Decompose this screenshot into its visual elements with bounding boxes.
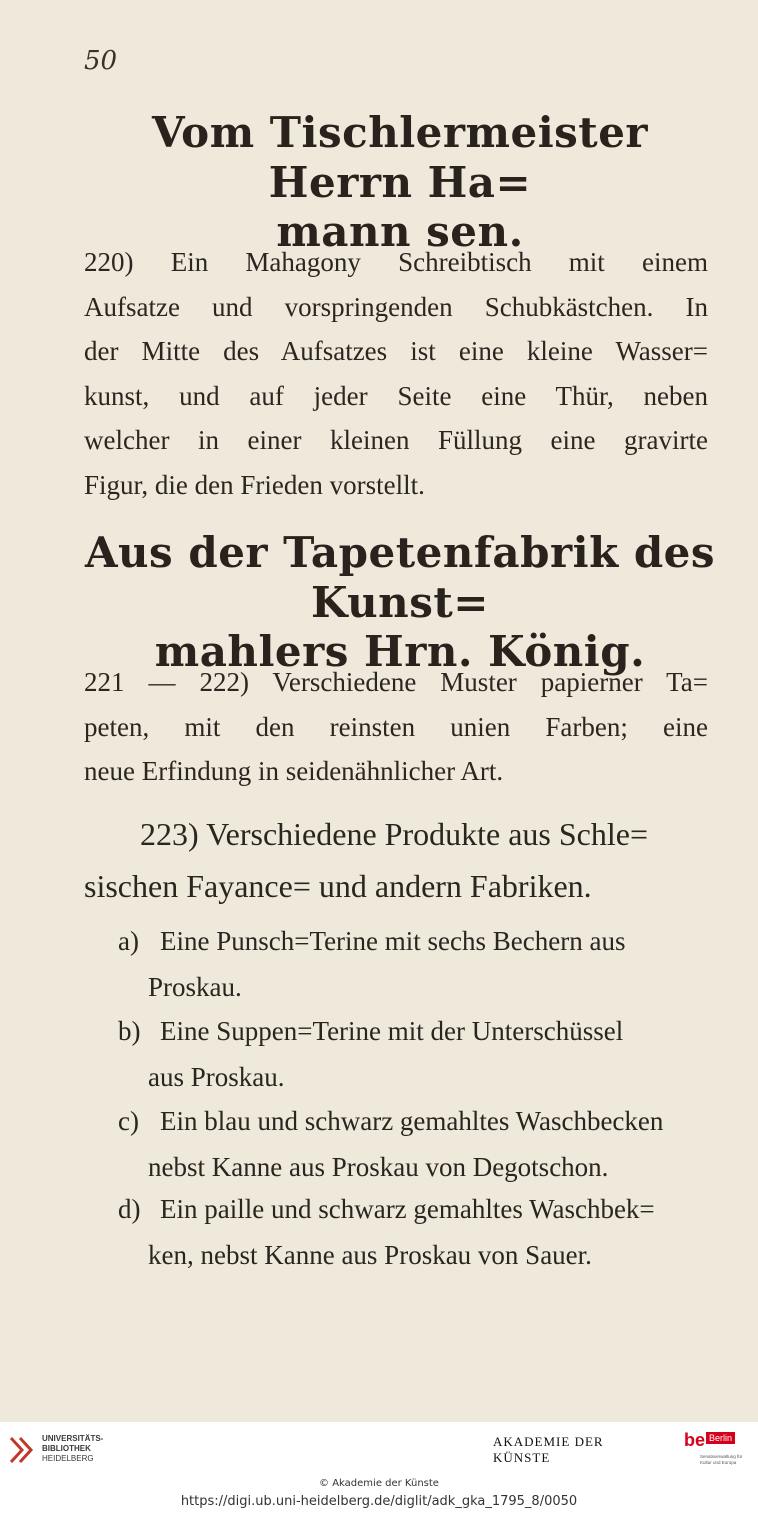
- adk-label: AKADEMIE DER KÜNSTE: [484, 1429, 674, 1471]
- heading-line: mahlers Hrn. König.: [154, 627, 646, 677]
- text-line: der Mitte des Aufsatzes ist eine kleine Wasser=: [84, 336, 708, 366]
- heading-line: mann sen.: [276, 207, 524, 257]
- text-line: Aufsatze und vorspringenden Schubkästchen. In: [84, 291, 708, 322]
- item-text: ken, nebst Kanne aus Proskau von Sauer.: [148, 1240, 592, 1270]
- be-berlin-logo[interactable]: [684, 1428, 750, 1474]
- section-heading-koenig: [80, 528, 720, 677]
- entry-223-heading: [84, 808, 708, 912]
- section-heading-hamann: [80, 108, 720, 257]
- item-text: Ein paille und schwarz gemahltes Waschbek=: [160, 1194, 655, 1224]
- item-text: Eine Punsch=Terine mit sechs Bechern aus: [160, 926, 626, 956]
- item-marker: b): [118, 1016, 141, 1046]
- item-marker: a): [118, 926, 139, 956]
- text-line: 221 — 222) Verschiedene Muster papierner Ta=: [84, 667, 708, 697]
- ub-heidelberg-logo[interactable]: [8, 1432, 118, 1472]
- entry-220: [84, 240, 708, 507]
- item-text: Ein blau und schwarz gemahltes Waschbecken: [160, 1106, 664, 1136]
- be-word: be: [684, 1430, 706, 1450]
- text-line: Figur, die den Frieden vorstellt.: [84, 469, 425, 500]
- list-item: [118, 918, 712, 1010]
- text-line: 223) Verschiedene Produkte aus Schle=: [140, 816, 648, 852]
- be-subtitle: Senatsverwaltung für Kultur und Europa: [700, 1454, 743, 1465]
- page-number: 50: [84, 46, 118, 76]
- text-line: peten, mit den reinsten unien Farben; eine: [84, 711, 708, 742]
- ub-logo-text: [42, 1434, 103, 1464]
- item-text: Eine Suppen=Terine mit der Unterschüssel: [160, 1016, 624, 1046]
- item-marker: d): [118, 1194, 141, 1224]
- footer-band: [0, 1422, 758, 1478]
- ub-line: BIBLIOTHEK: [42, 1444, 91, 1453]
- heading-line: Vom Tischlermeister Herrn Ha=: [151, 108, 649, 207]
- text-line: 220) Ein Mahagony Schreibtisch mit einem: [84, 247, 708, 277]
- text-line: kunst, und auf jeder Seite eine Thür, neben: [84, 380, 708, 411]
- item-text: aus Proskau.: [148, 1062, 285, 1092]
- ub-line: HEIDELBERG: [42, 1454, 94, 1463]
- item-marker: c): [118, 1106, 139, 1136]
- entry-221-222: [84, 660, 708, 794]
- be-berlin-box: Berlin: [706, 1432, 735, 1444]
- text-line: welcher in einer kleinen Füllung eine gravirte: [84, 425, 708, 455]
- text-line: neue Erfindung in seidenähnlicher Art.: [84, 756, 504, 786]
- list-item: [118, 1186, 712, 1278]
- list-item: [118, 1008, 712, 1100]
- item-text: nebst Kanne aus Proskau von Degotschon.: [148, 1152, 609, 1182]
- ub-line: UNIVERSITÄTS-: [42, 1434, 104, 1443]
- heading-line: Aus der Tapetenfabrik des Kunst=: [84, 528, 716, 627]
- source-url-link[interactable]: https://digi.ub.uni-heidelberg.de/diglit/adk_gka_1795_8/0050: [180, 1494, 578, 1509]
- akademie-der-kuenste-logo[interactable]: [484, 1432, 674, 1468]
- ub-logo-mark-icon: [8, 1434, 36, 1466]
- list-item: [118, 1098, 712, 1190]
- item-text: Proskau.: [148, 972, 242, 1002]
- copyright-text: © Akademie der Künste: [319, 1478, 439, 1489]
- text-line: sischen Fayance= und andern Fabriken.: [84, 868, 592, 904]
